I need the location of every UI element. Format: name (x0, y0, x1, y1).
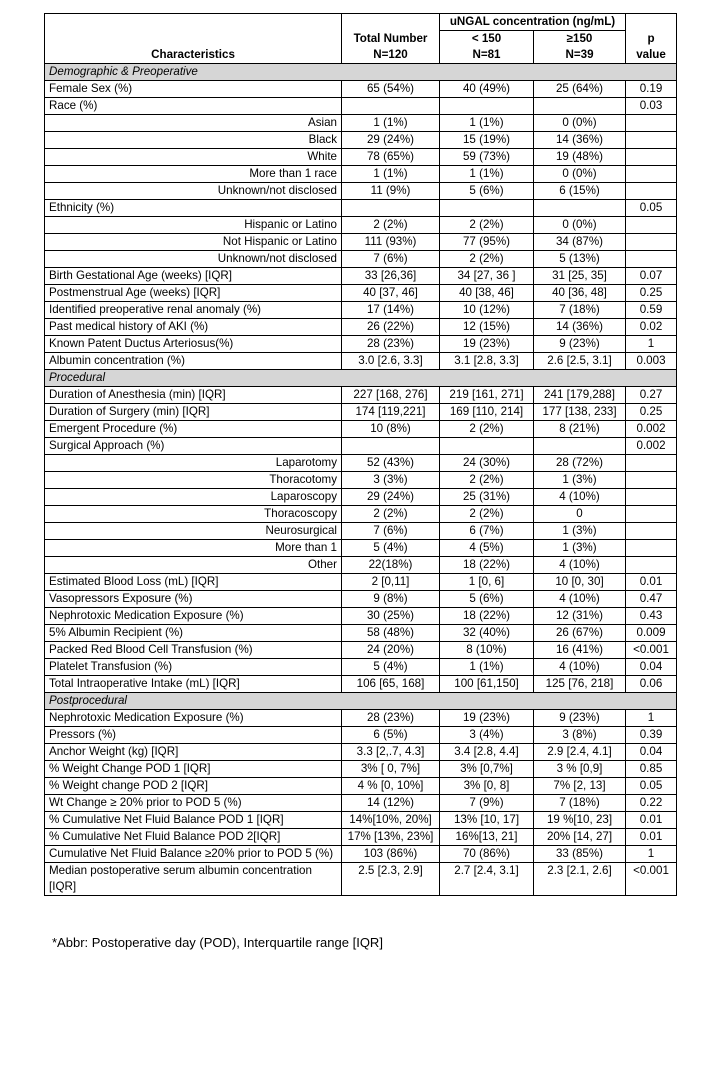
header-characteristics: Characteristics (45, 14, 342, 64)
cell-ungal-low: 4 (5%) (440, 540, 534, 557)
cell-ungal-high: 31 [25, 35] (534, 268, 626, 285)
row-label: Thoracoscopy (45, 506, 342, 523)
cell-ungal-low: 16%[13, 21] (440, 829, 534, 846)
cell-p-value: 0.05 (626, 778, 677, 795)
cell-ungal-low: 2 (2%) (440, 251, 534, 268)
cell-p-value: 0.07 (626, 268, 677, 285)
cell-p-value: 0.43 (626, 608, 677, 625)
row-label: White (45, 149, 342, 166)
cell-p-value (626, 166, 677, 183)
cell-p-value (626, 489, 677, 506)
table-row (45, 829, 677, 846)
cell-ungal-high: 4 (10%) (534, 591, 626, 608)
cell-total: 78 (65%) (342, 149, 440, 166)
cell-p-value: 1 (626, 846, 677, 863)
cell-total: 4 % [0, 10%] (342, 778, 440, 795)
cell-ungal-high: 1 (3%) (534, 540, 626, 557)
row-label: Nephrotoxic Medication Exposure (%) (45, 608, 342, 625)
cell-total: 2 (2%) (342, 506, 440, 523)
row-label: Estimated Blood Loss (mL) [IQR] (45, 574, 342, 591)
cell-ungal-high: 19 %[10, 23] (534, 812, 626, 829)
cell-p-value: <0.001 (626, 642, 677, 659)
table-row (45, 608, 677, 625)
cell-p-value (626, 183, 677, 200)
cell-ungal-low: 10 (12%) (440, 302, 534, 319)
cell-total: 28 (23%) (342, 710, 440, 727)
row-label: Total Intraoperative Intake (mL) [IQR] (45, 676, 342, 693)
cell-total: 10 (8%) (342, 421, 440, 438)
table-row (45, 183, 677, 200)
cell-ungal-low: 12 (15%) (440, 319, 534, 336)
cell-ungal-low: 5 (6%) (440, 591, 534, 608)
cell-ungal-high: 1 (3%) (534, 523, 626, 540)
cell-total (342, 98, 440, 115)
row-label: Nephrotoxic Medication Exposure (%) (45, 710, 342, 727)
row-label: Albumin concentration (%) (45, 353, 342, 370)
cell-total: 29 (24%) (342, 489, 440, 506)
table-row (45, 540, 677, 557)
table-row (45, 863, 677, 896)
row-label: Asian (45, 115, 342, 132)
header-ungal-group: uNGAL concentration (ng/mL) (440, 14, 626, 31)
table-row (45, 812, 677, 829)
table-row (45, 132, 677, 149)
cell-ungal-low: 18 (22%) (440, 557, 534, 574)
cell-p-value: 0.39 (626, 727, 677, 744)
cell-ungal-low: 5 (6%) (440, 183, 534, 200)
cell-ungal-low: 1 [0, 6] (440, 574, 534, 591)
cell-p-value: 0.01 (626, 574, 677, 591)
table-row (45, 557, 677, 574)
cell-ungal-low: 34 [27, 36 ] (440, 268, 534, 285)
cell-ungal-low: 1 (1%) (440, 659, 534, 676)
cell-total: 7 (6%) (342, 251, 440, 268)
cell-p-value: 0.47 (626, 591, 677, 608)
cell-ungal-high: 14 (36%) (534, 319, 626, 336)
header-total-n: N=120 (373, 48, 408, 61)
header-total-label: Total Number (353, 32, 428, 45)
cell-p-value: 0.59 (626, 302, 677, 319)
cell-ungal-low: 3 (4%) (440, 727, 534, 744)
table-row (45, 438, 677, 455)
row-label: Wt Change ≥ 20% prior to POD 5 (%) (45, 795, 342, 812)
cell-p-value: 0.009 (626, 625, 677, 642)
cell-p-value (626, 132, 677, 149)
cell-ungal-low: 3% [0,7%] (440, 761, 534, 778)
table-row (45, 149, 677, 166)
row-label: Pressors (%) (45, 727, 342, 744)
cell-total: 2.5 [2.3, 2.9] (342, 863, 440, 896)
table-row (45, 251, 677, 268)
cell-ungal-high: 5 (13%) (534, 251, 626, 268)
row-label: Not Hispanic or Latino (45, 234, 342, 251)
row-label: Hispanic or Latino (45, 217, 342, 234)
cell-ungal-high: 0 (0%) (534, 217, 626, 234)
table-row (45, 574, 677, 591)
cell-ungal-low: 7 (9%) (440, 795, 534, 812)
table-row (45, 710, 677, 727)
table-row (45, 200, 677, 217)
row-label: Past medical history of AKI (%) (45, 319, 342, 336)
header-high-label: ≥150 (566, 32, 593, 45)
table-row (45, 506, 677, 523)
table-row (45, 744, 677, 761)
table-row (45, 336, 677, 353)
section-row (45, 64, 677, 81)
cell-ungal-low: 77 (95%) (440, 234, 534, 251)
table-body (45, 64, 677, 896)
row-label: Birth Gestational Age (weeks) [IQR] (45, 268, 342, 285)
cell-ungal-high: 1 (3%) (534, 472, 626, 489)
cell-ungal-low: 19 (23%) (440, 710, 534, 727)
cell-p-value: 0.02 (626, 319, 677, 336)
cell-ungal-low: 70 (86%) (440, 846, 534, 863)
row-label: % Cumulative Net Fluid Balance POD 2[IQR] (45, 829, 342, 846)
table-row (45, 302, 677, 319)
cell-p-value (626, 540, 677, 557)
row-label: Identified preoperative renal anomaly (%) (45, 302, 342, 319)
cell-ungal-high: 20% [14, 27] (534, 829, 626, 846)
cell-total: 9 (8%) (342, 591, 440, 608)
table-row (45, 217, 677, 234)
cell-total: 28 (23%) (342, 336, 440, 353)
cell-ungal-low: 40 [38, 46] (440, 285, 534, 302)
cell-ungal-high: 125 [76, 218] (534, 676, 626, 693)
table-row (45, 166, 677, 183)
row-label: Ethnicity (%) (45, 200, 342, 217)
cell-total: 11 (9%) (342, 183, 440, 200)
cell-ungal-high: 25 (64%) (534, 81, 626, 98)
cell-p-value: 0.25 (626, 285, 677, 302)
cell-p-value: 1 (626, 710, 677, 727)
cell-ungal-high: 7 (18%) (534, 795, 626, 812)
header-low-label: < 150 (471, 32, 502, 45)
table-row (45, 455, 677, 472)
cell-ungal-high: 33 (85%) (534, 846, 626, 863)
cell-ungal-high: 8 (21%) (534, 421, 626, 438)
cell-p-value (626, 523, 677, 540)
row-label: % Weight change POD 2 [IQR] (45, 778, 342, 795)
cell-total: 17 (14%) (342, 302, 440, 319)
table-row (45, 404, 677, 421)
cell-ungal-high: 0 (0%) (534, 166, 626, 183)
cell-ungal-high: 3 (8%) (534, 727, 626, 744)
cell-total: 5 (4%) (342, 540, 440, 557)
cell-p-value: 0.06 (626, 676, 677, 693)
header-row-1 (45, 14, 677, 31)
cell-ungal-low (440, 98, 534, 115)
cell-ungal-low: 40 (49%) (440, 81, 534, 98)
characteristics-table (44, 13, 677, 896)
cell-ungal-high: 16 (41%) (534, 642, 626, 659)
cell-p-value (626, 149, 677, 166)
cell-ungal-high: 12 (31%) (534, 608, 626, 625)
cell-ungal-high: 3 % [0,9] (534, 761, 626, 778)
section-row (45, 693, 677, 710)
cell-total: 227 [168, 276] (342, 387, 440, 404)
table-row (45, 115, 677, 132)
cell-p-value: 0.003 (626, 353, 677, 370)
cell-p-value (626, 472, 677, 489)
footnote: *Abbr: Postoperative day (POD), Interquartile range [IQR] (52, 935, 383, 950)
table-row (45, 472, 677, 489)
cell-ungal-low: 25 (31%) (440, 489, 534, 506)
row-label: Other (45, 557, 342, 574)
cell-ungal-high (534, 438, 626, 455)
row-label: Thoracotomy (45, 472, 342, 489)
cell-total: 103 (86%) (342, 846, 440, 863)
cell-p-value (626, 234, 677, 251)
table-row (45, 353, 677, 370)
cell-p-value: 0.002 (626, 421, 677, 438)
cell-ungal-low: 3.4 [2.8, 4.4] (440, 744, 534, 761)
cell-p-value: 0.85 (626, 761, 677, 778)
cell-p-value: 0.01 (626, 829, 677, 846)
cell-total: 6 (5%) (342, 727, 440, 744)
cell-ungal-low: 59 (73%) (440, 149, 534, 166)
cell-ungal-high: 6 (15%) (534, 183, 626, 200)
row-label: Cumulative Net Fluid Balance ≥20% prior to POD 5 (%) (45, 846, 342, 863)
cell-ungal-high (534, 98, 626, 115)
cell-p-value (626, 217, 677, 234)
table-row (45, 319, 677, 336)
cell-ungal-low: 2.7 [2.4, 3.1] (440, 863, 534, 896)
header-low-group (440, 31, 534, 64)
cell-ungal-high: 4 (10%) (534, 659, 626, 676)
table-row (45, 778, 677, 795)
cell-p-value: 0.04 (626, 659, 677, 676)
cell-total: 24 (20%) (342, 642, 440, 659)
row-label: Surgical Approach (%) (45, 438, 342, 455)
table-row (45, 795, 677, 812)
cell-total: 1 (1%) (342, 166, 440, 183)
cell-ungal-low: 32 (40%) (440, 625, 534, 642)
header-total (342, 14, 440, 64)
row-label: More than 1 race (45, 166, 342, 183)
table-row (45, 642, 677, 659)
cell-ungal-high: 14 (36%) (534, 132, 626, 149)
cell-ungal-low: 19 (23%) (440, 336, 534, 353)
row-label: % Weight Change POD 1 [IQR] (45, 761, 342, 778)
cell-total: 7 (6%) (342, 523, 440, 540)
header-p-value (626, 14, 677, 64)
row-label: Laparoscopy (45, 489, 342, 506)
row-label: More than 1 (45, 540, 342, 557)
cell-ungal-low: 2 (2%) (440, 217, 534, 234)
cell-p-value: 0.27 (626, 387, 677, 404)
cell-ungal-low: 13% [10, 17] (440, 812, 534, 829)
cell-total: 65 (54%) (342, 81, 440, 98)
header-value-label: value (636, 48, 666, 61)
table-row (45, 98, 677, 115)
cell-total: 111 (93%) (342, 234, 440, 251)
cell-ungal-high: 4 (10%) (534, 557, 626, 574)
cell-total: 106 [65, 168] (342, 676, 440, 693)
cell-ungal-high: 4 (10%) (534, 489, 626, 506)
header-low-n: N=81 (472, 48, 501, 61)
cell-total: 58 (48%) (342, 625, 440, 642)
row-label: Median postoperative serum albumin concentration [IQR] (45, 863, 342, 896)
row-label: Female Sex (%) (45, 81, 342, 98)
cell-ungal-low (440, 438, 534, 455)
row-label: Duration of Surgery (min) [IQR] (45, 404, 342, 421)
row-label: Neurosurgical (45, 523, 342, 540)
cell-ungal-high: 0 (534, 506, 626, 523)
row-label: Unknown/not disclosed (45, 183, 342, 200)
table-row (45, 489, 677, 506)
cell-ungal-low (440, 200, 534, 217)
cell-total: 14 (12%) (342, 795, 440, 812)
cell-ungal-low: 219 [161, 271] (440, 387, 534, 404)
cell-total: 26 (22%) (342, 319, 440, 336)
cell-ungal-high: 10 [0, 30] (534, 574, 626, 591)
cell-p-value (626, 557, 677, 574)
row-label: Postmenstrual Age (weeks) [IQR] (45, 285, 342, 302)
header-p-label: p (647, 32, 655, 45)
table-row (45, 387, 677, 404)
table-row (45, 659, 677, 676)
table-row (45, 676, 677, 693)
header-high-n: N=39 (565, 48, 594, 61)
cell-total: 2 (2%) (342, 217, 440, 234)
cell-total: 29 (24%) (342, 132, 440, 149)
cell-ungal-high: 9 (23%) (534, 336, 626, 353)
cell-ungal-high: 177 [138, 233] (534, 404, 626, 421)
row-label: Known Patent Ductus Arteriosus(%) (45, 336, 342, 353)
cell-ungal-high: 2.6 [2.5, 3.1] (534, 353, 626, 370)
cell-p-value (626, 251, 677, 268)
cell-ungal-high: 26 (67%) (534, 625, 626, 642)
cell-total: 30 (25%) (342, 608, 440, 625)
cell-total: 52 (43%) (342, 455, 440, 472)
cell-total: 3.3 [2,.7, 4.3] (342, 744, 440, 761)
cell-total: 174 [119,221] (342, 404, 440, 421)
table-row (45, 523, 677, 540)
cell-p-value: 0.05 (626, 200, 677, 217)
cell-ungal-high: 9 (23%) (534, 710, 626, 727)
table-row (45, 761, 677, 778)
row-label: Laparotomy (45, 455, 342, 472)
cell-total: 3 (3%) (342, 472, 440, 489)
row-label: Anchor Weight (kg) [IQR] (45, 744, 342, 761)
cell-ungal-low: 24 (30%) (440, 455, 534, 472)
section-label: Postprocedural (45, 693, 677, 710)
cell-ungal-high: 0 (0%) (534, 115, 626, 132)
cell-total: 17% [13%, 23%] (342, 829, 440, 846)
cell-ungal-low: 1 (1%) (440, 115, 534, 132)
row-label: Race (%) (45, 98, 342, 115)
cell-total (342, 200, 440, 217)
row-label: Emergent Procedure (%) (45, 421, 342, 438)
cell-p-value: 0.002 (626, 438, 677, 455)
cell-ungal-low: 100 [61,150] (440, 676, 534, 693)
table-row (45, 285, 677, 302)
row-label: Unknown/not disclosed (45, 251, 342, 268)
section-row (45, 370, 677, 387)
cell-total: 14%[10%, 20%] (342, 812, 440, 829)
cell-p-value: <0.001 (626, 863, 677, 896)
cell-total (342, 438, 440, 455)
cell-ungal-low: 15 (19%) (440, 132, 534, 149)
cell-ungal-high: 2.3 [2.1, 2.6] (534, 863, 626, 896)
table-row (45, 591, 677, 608)
cell-ungal-low: 1 (1%) (440, 166, 534, 183)
cell-p-value: 0.22 (626, 795, 677, 812)
cell-total: 3% [ 0, 7%] (342, 761, 440, 778)
cell-ungal-low: 3% [0, 8] (440, 778, 534, 795)
cell-ungal-high: 7 (18%) (534, 302, 626, 319)
cell-p-value (626, 506, 677, 523)
cell-p-value (626, 115, 677, 132)
cell-ungal-low: 2 (2%) (440, 421, 534, 438)
cell-ungal-low: 6 (7%) (440, 523, 534, 540)
row-label: Duration of Anesthesia (min) [IQR] (45, 387, 342, 404)
cell-total: 3.0 [2.6, 3.3] (342, 353, 440, 370)
cell-total: 5 (4%) (342, 659, 440, 676)
cell-ungal-low: 2 (2%) (440, 506, 534, 523)
row-label: Vasopressors Exposure (%) (45, 591, 342, 608)
cell-total: 22(18%) (342, 557, 440, 574)
header-high-group (534, 31, 626, 64)
section-label: Demographic & Preoperative (45, 64, 677, 81)
cell-ungal-high: 28 (72%) (534, 455, 626, 472)
cell-ungal-low: 2 (2%) (440, 472, 534, 489)
cell-ungal-high (534, 200, 626, 217)
table-row (45, 846, 677, 863)
cell-ungal-high: 7% [2, 13] (534, 778, 626, 795)
cell-ungal-high: 19 (48%) (534, 149, 626, 166)
cell-ungal-low: 169 [110, 214] (440, 404, 534, 421)
cell-p-value: 0.19 (626, 81, 677, 98)
table-row (45, 234, 677, 251)
table-row (45, 268, 677, 285)
table-row (45, 625, 677, 642)
cell-ungal-low: 3.1 [2.8, 3.3] (440, 353, 534, 370)
table-row (45, 81, 677, 98)
table-row (45, 421, 677, 438)
row-label: % Cumulative Net Fluid Balance POD 1 [IQR] (45, 812, 342, 829)
cell-p-value: 0.25 (626, 404, 677, 421)
cell-ungal-high: 2.9 [2.4, 4.1] (534, 744, 626, 761)
cell-p-value: 0.03 (626, 98, 677, 115)
cell-total: 1 (1%) (342, 115, 440, 132)
section-label: Procedural (45, 370, 677, 387)
cell-p-value: 0.01 (626, 812, 677, 829)
cell-ungal-low: 18 (22%) (440, 608, 534, 625)
cell-total: 2 [0,11] (342, 574, 440, 591)
row-label: Packed Red Blood Cell Transfusion (%) (45, 642, 342, 659)
cell-ungal-high: 40 [36, 48] (534, 285, 626, 302)
cell-p-value: 1 (626, 336, 677, 353)
row-label: Black (45, 132, 342, 149)
row-label: Platelet Transfusion (%) (45, 659, 342, 676)
table-row (45, 727, 677, 744)
cell-p-value (626, 455, 677, 472)
cell-ungal-high: 241 [179,288] (534, 387, 626, 404)
cell-total: 33 [26,36] (342, 268, 440, 285)
characteristics-table-container (44, 13, 676, 896)
cell-total: 40 [37, 46] (342, 285, 440, 302)
cell-p-value: 0.04 (626, 744, 677, 761)
cell-ungal-high: 34 (87%) (534, 234, 626, 251)
row-label: 5% Albumin Recipient (%) (45, 625, 342, 642)
cell-ungal-low: 8 (10%) (440, 642, 534, 659)
